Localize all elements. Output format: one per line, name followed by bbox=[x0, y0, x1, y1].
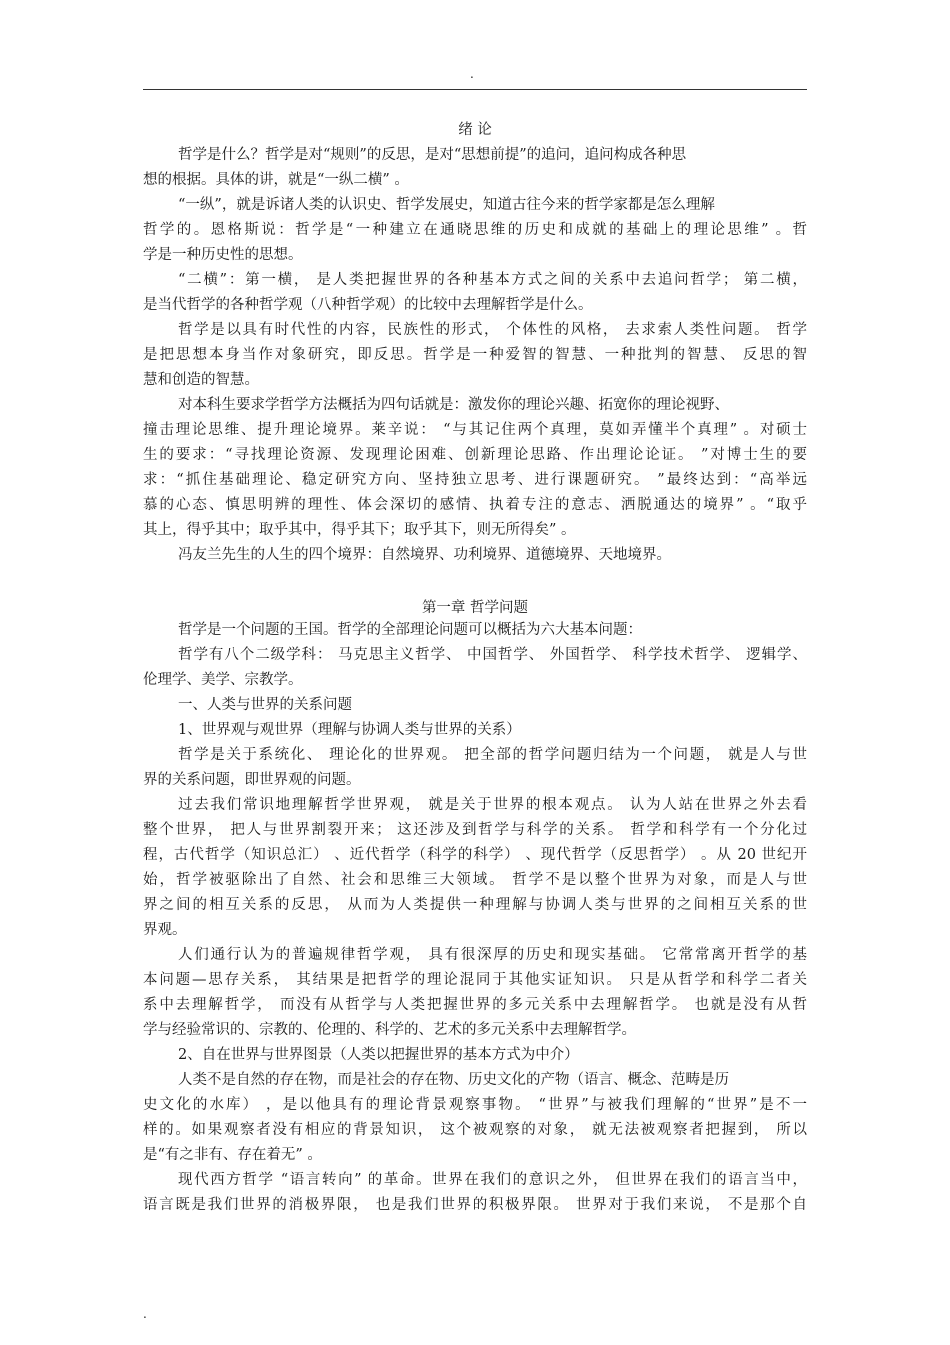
heading-line: 1、世界观与观世界（理解与协调人类与世界的关系） bbox=[178, 722, 521, 738]
text-line: 程，古代哲学（知识总汇） 、近代哲学（科学的科学） 、现代哲学（反思哲学） 。从 20 世纪开 bbox=[143, 847, 807, 863]
text-line: 学是一种历史性的思想。 bbox=[143, 247, 303, 263]
text-line: 想的根据。具体的讲，就是“一纵二横” 。 bbox=[143, 172, 409, 188]
header-rule bbox=[143, 89, 807, 90]
text-line: 是把思想本身当作对象研究，即反思。哲学是一种爱智的智慧、一种批判的智慧、 反思的智 bbox=[143, 347, 807, 363]
text-line: 哲学的。恩格斯说：哲学是“一种建立在通晓思维的历史和成就的基础上的理论思维” 。哲 bbox=[143, 222, 807, 238]
text-line: “二横”：第一横， 是人类把握世界的各种基本方式之间的关系中去追问哲学； 第二横， bbox=[178, 272, 807, 288]
text-line: 慧和创造的智慧。 bbox=[143, 372, 259, 388]
text-line: 慕的心态、慎思明辨的理性、体会深切的感情、执着专注的意志、洒脱通达的境界” 。“取乎 bbox=[143, 497, 807, 513]
heading-line: 一、人类与世界的关系问题 bbox=[178, 697, 352, 713]
text-line: 人类不是自然的存在物，而是社会的存在物、历史文化的产物（语言、概念、范畴是历 bbox=[178, 1072, 729, 1088]
text-line: 界观。 bbox=[143, 922, 187, 938]
text-line: 生的要求：“寻找理论资源、发现理论困难、创新理论思路、作出理论论证。 ”对博士生的要 bbox=[143, 447, 807, 463]
text-line: 哲学是以具有时代性的内容，民族性的形式， 个体性的风格， 去求索人类性问题。 哲学 bbox=[178, 322, 807, 338]
text-line: 哲学是一个问题的王国。哲学的全部理论问题可以概括为六大基本问题： bbox=[178, 622, 642, 638]
text-line: 界的关系问题，即世界观的问题。 bbox=[143, 772, 361, 788]
text-line: 哲学是关于系统化、 理论化的世界观。 把全部的哲学问题归结为一个问题， 就是人与世 bbox=[178, 747, 807, 763]
text-line: 语言既是我们世界的消极界限， 也是我们世界的积极界限。 世界对于我们来说， 不是那个自 bbox=[143, 1197, 807, 1213]
text-line: 本问题—思存关系， 其结果是把哲学的理论混同于其他实证知识。 只是从哲学和科学二者关 bbox=[143, 972, 807, 988]
text-line: 过去我们常识地理解哲学世界观， 就是关于世界的根本观点。 认为人站在世界之外去看 bbox=[178, 797, 807, 813]
text-line: 系中去理解哲学， 而没有从哲学与人类把握世界的多元关系中去理解哲学。 也就是没有从哲 bbox=[143, 997, 807, 1013]
footer-mark: . bbox=[143, 1307, 147, 1321]
text-line: 哲学有八个二级学科： 马克思主义哲学、 中国哲学、 外国哲学、 科学技术哲学、 逻辑学、 bbox=[178, 647, 807, 663]
text-line: 对本科生要求学哲学方法概括为四句话就是：激发你的理论兴趣、拓宽你的理论视野、 bbox=[178, 397, 729, 413]
text-line: 整个世界， 把人与世界割裂开来； 这还涉及到哲学与科学的关系。 哲学和科学有一个分化过 bbox=[143, 822, 807, 838]
text-line: 史文化的水库） ，是以他具有的理论背景观察事物。 “世界”与被我们理解的“世界”是不一 bbox=[143, 1097, 807, 1113]
header-mark: . bbox=[470, 67, 474, 81]
text-line: 撞击理论思维、提升理论境界。莱辛说： “与其记住两个真理，莫如弄懂半个真理” 。对硕士 bbox=[143, 422, 807, 438]
text-line: 哲学是什么？哲学是对“规则”的反思，是对“思想前提”的追问，追问构成各种思 bbox=[178, 147, 687, 163]
text-line: 始，哲学被驱除出了自然、社会和思维三大领域。 哲学不是以整个世界为对象，而是人与世 bbox=[143, 872, 807, 888]
text-line: 冯友兰先生的人生的四个境界：自然境界、功利境界、道德境界、天地境界。 bbox=[178, 547, 671, 563]
text-line: 其上，得乎其中；取乎其中，得乎其下；取乎其下，则无所得矣” 。 bbox=[143, 522, 576, 538]
text-line: 求：“抓住基础理论、稳定研究方向、坚持独立思考、进行课题研究。 ”最终达到：“高举远 bbox=[143, 472, 807, 488]
text-line: “一纵”，就是诉诸人类的认识史、哲学发展史，知道古往今来的哲学家都是怎么理解 bbox=[178, 197, 715, 213]
text-line: 是“有之非有、存在着无” 。 bbox=[143, 1147, 322, 1163]
text-line: 是当代哲学的各种哲学观（八种哲学观）的比较中去理解哲学是什么。 bbox=[143, 297, 593, 313]
text-line: 现代西方哲学 “语言转向” 的革命。世界在我们的意识之外， 但世界在我们的语言当中， bbox=[178, 1172, 807, 1188]
text-line: 学与经验常识的、宗教的、伦理的、科学的、艺术的多元关系中去理解哲学。 bbox=[143, 1022, 636, 1038]
text-line: 界之间的相互关系的反思， 从而为人类提供一种理解与协调人类与世界的之间相互关系的世 bbox=[143, 897, 807, 913]
section-title: 绪 论 bbox=[458, 122, 492, 138]
text-line: 伦理学、美学、宗教学。 bbox=[143, 672, 303, 688]
heading-line: 2、自在世界与世界图景（人类以把握世界的基本方式为中介） bbox=[178, 1047, 579, 1063]
text-line: 样的。如果观察者没有相应的背景知识， 这个被观察的对象， 就无法被观察者把握到， 所以 bbox=[143, 1122, 807, 1138]
chapter-title: 第一章 哲学问题 bbox=[421, 600, 529, 616]
text-line: 人们通行认为的普遍规律哲学观， 具有很深厚的历史和现实基础。 它常常离开哲学的基 bbox=[178, 947, 807, 963]
